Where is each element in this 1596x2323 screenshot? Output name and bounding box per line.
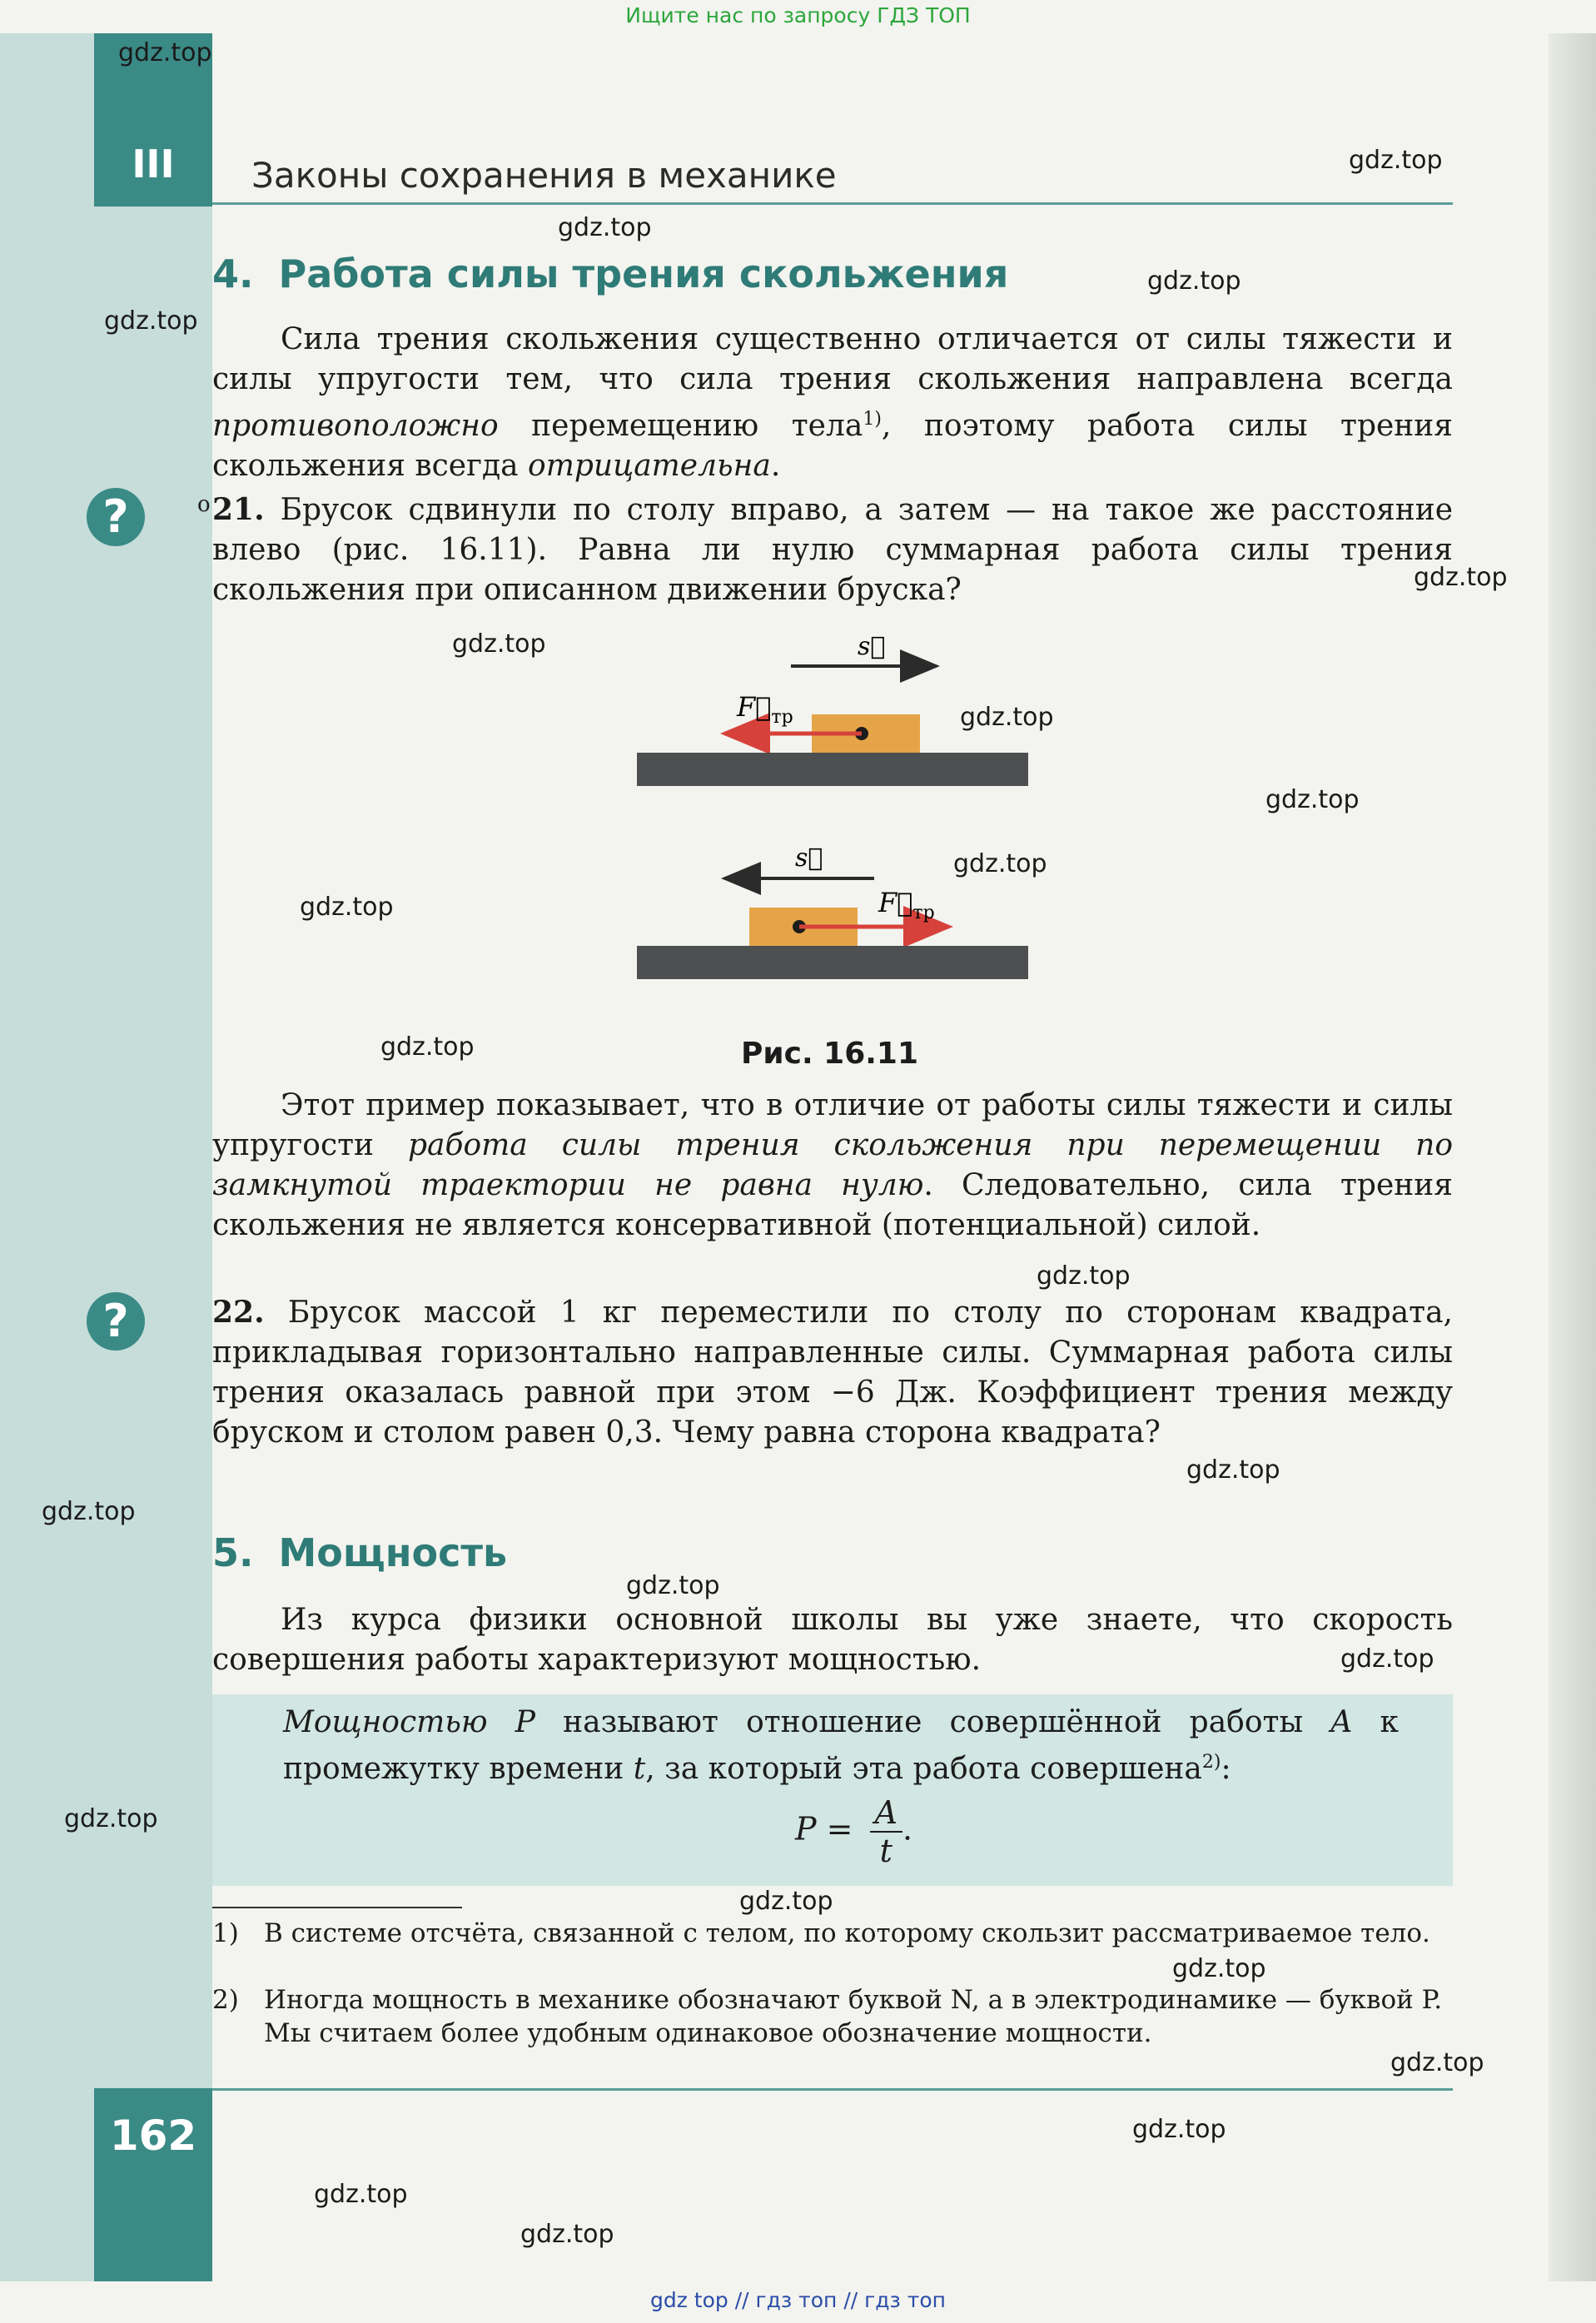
- watermark: gdz.top: [1390, 2048, 1484, 2077]
- footnote-mark: 1): [212, 1918, 239, 1948]
- watermark: gdz.top: [42, 1497, 136, 1526]
- section-5-number: 5.: [212, 1530, 254, 1575]
- footnote-rule: [212, 1907, 462, 1908]
- bottom-banner[interactable]: gdz top // гдз топ // гдз топ: [650, 2288, 946, 2312]
- fraction: [870, 1794, 902, 1869]
- question-icon: ?: [87, 1292, 145, 1351]
- section-4-heading: [212, 251, 1008, 296]
- emphasis-text: Мощностью P: [283, 1705, 535, 1739]
- watermark: gdz.top: [1147, 266, 1241, 296]
- formula-period: .: [902, 1810, 913, 1848]
- footnote-2: [212, 1983, 1453, 2050]
- section-4-paragraph: [212, 320, 1453, 486]
- watermark: gdz.top: [626, 1571, 720, 1600]
- task-text: Брусок массой 1 кг переместили по столу по сторонам квадрата, прикладывая горизонтально направленные силы. Суммарная работа силы трения оказалась равной при этом −6 Дж. Коэффициент трения между бруском и столом равен 0,3. Чему равна сторона квадрата?: [212, 1296, 1453, 1450]
- formula-lhs: P =: [795, 1810, 853, 1848]
- friction-label: $F⃗_{тр}$: [878, 887, 935, 923]
- section-5-heading: [212, 1530, 507, 1575]
- watermark: gdz.top: [953, 849, 1047, 878]
- section-5-paragraph: Из курса физики основной школы вы уже знаете, что скорость совершения работы характеризуют мощностью.: [212, 1603, 1453, 1677]
- question-icon: ?: [87, 488, 145, 546]
- emphasis-text: отрицательна: [528, 449, 771, 483]
- s-label: s⃗: [795, 843, 823, 873]
- watermark: gdz.top: [118, 38, 212, 67]
- footnote-ref: 1): [863, 409, 882, 430]
- watermark: gdz.top: [314, 2180, 408, 2209]
- watermark: gdz.top: [1349, 146, 1443, 175]
- watermark: gdz.top: [1186, 1455, 1280, 1485]
- footnote-text: Иногда мощность в механике обозначают буквой N, а в электродинамике — буквой P. Мы считаем более удобным одинаковое обозначение мощности.: [264, 1985, 1443, 2048]
- watermark: gdz.top: [558, 213, 652, 242]
- footnote-1: [212, 1917, 1453, 1950]
- task-number: 22.: [212, 1295, 265, 1330]
- watermark: gdz.top: [1132, 2115, 1226, 2144]
- watermark: gdz.top: [739, 1887, 833, 1916]
- emphasis-text: работа силы трения скольжения при перемещении по замкнутой траектории не равна нулю: [212, 1128, 1454, 1202]
- denominator: t: [879, 1833, 892, 1869]
- text-span: перемещению тела: [498, 409, 863, 443]
- task-number: 21.: [212, 492, 265, 527]
- task-21: [197, 490, 1453, 610]
- text-span: .: [770, 449, 781, 483]
- table-surface: [637, 946, 1028, 979]
- top-banner[interactable]: Ищите нас по запросу ГДЗ ТОП: [625, 3, 971, 27]
- watermark: gdz.top: [1414, 563, 1508, 592]
- power-formula: [795, 1794, 912, 1869]
- text-span: Этот пример показывает, что в отличие от работы силы тяжести и силы упругости: [212, 1088, 1453, 1162]
- left-margin-band: [0, 33, 212, 2281]
- watermark: gdz.top: [1265, 785, 1360, 814]
- friction-label: $F⃗_{тр}$: [737, 691, 793, 728]
- footer-divider: [212, 2088, 1453, 2091]
- watermark: gdz.top: [300, 893, 394, 922]
- watermark: gdz.top: [1172, 1954, 1266, 1983]
- task-text: Брусок сдвинули по столу вправо, а затем — на такое же расстояние влево (рис. 16.11). Равна ли нулю суммарная работа силы трения скольжения при описанном движении бруска?: [212, 493, 1453, 607]
- numerator: A: [870, 1794, 902, 1833]
- text-span: , поэтому работа силы трения скольжения всегда: [212, 409, 1454, 483]
- watermark: gdz.top: [452, 629, 546, 659]
- text-span: , за который эта работа совершена: [645, 1752, 1202, 1786]
- s-label: s⃗: [858, 633, 886, 661]
- watermark: gdz.top: [1340, 1644, 1434, 1674]
- watermark: gdz.top: [64, 1804, 158, 1833]
- watermark: gdz.top: [104, 306, 198, 336]
- section-5-title: Мощность: [278, 1530, 508, 1575]
- section-4-number: 4.: [212, 251, 254, 296]
- chapter-number-box: III: [94, 33, 212, 206]
- emphasis-text: противоположно: [212, 409, 499, 443]
- footnote-text: В системе отсчёта, связанной с телом, по которому скользит рассматриваемое тело.: [264, 1918, 1430, 1948]
- watermark: gdz.top: [380, 1032, 475, 1062]
- header-divider: [212, 202, 1453, 205]
- watermark: gdz.top: [1037, 1261, 1131, 1291]
- variable: A: [1330, 1705, 1353, 1739]
- footnote-ref: 2): [1201, 1752, 1221, 1773]
- watermark: gdz.top: [520, 2220, 614, 2249]
- page-number: 162: [94, 2088, 212, 2281]
- text-span: называют отношение совершённой работы: [534, 1705, 1331, 1739]
- text-span: . Следовательно, сила трения скольжения не является консервативной (потенциальной) силой.: [212, 1168, 1453, 1242]
- footnote-mark: 2): [212, 1985, 239, 2015]
- watermark: gdz.top: [960, 703, 1054, 732]
- figure-16-11: [616, 633, 1049, 982]
- task-marker: о: [197, 492, 211, 517]
- figure-caption: Рис. 16.11: [741, 1037, 919, 1071]
- text-span: к промежутку времени: [283, 1705, 1399, 1786]
- section-4-title: Работа силы трения скольжения: [278, 251, 1009, 296]
- chapter-title: Законы сохранения в механике: [251, 155, 837, 196]
- text-span: Сила трения скольжения существенно отличается от силы тяжести и силы упругости тем, что сила трения скольжения направлена всегда: [212, 322, 1453, 396]
- power-definition: [283, 1703, 1399, 1789]
- table-surface: [637, 753, 1028, 786]
- task-22: [212, 1292, 1453, 1453]
- text-span: :: [1221, 1752, 1231, 1786]
- variable: t: [633, 1752, 646, 1786]
- page-edge-shadow: [1549, 33, 1596, 2281]
- conclusion-paragraph: [212, 1086, 1453, 1246]
